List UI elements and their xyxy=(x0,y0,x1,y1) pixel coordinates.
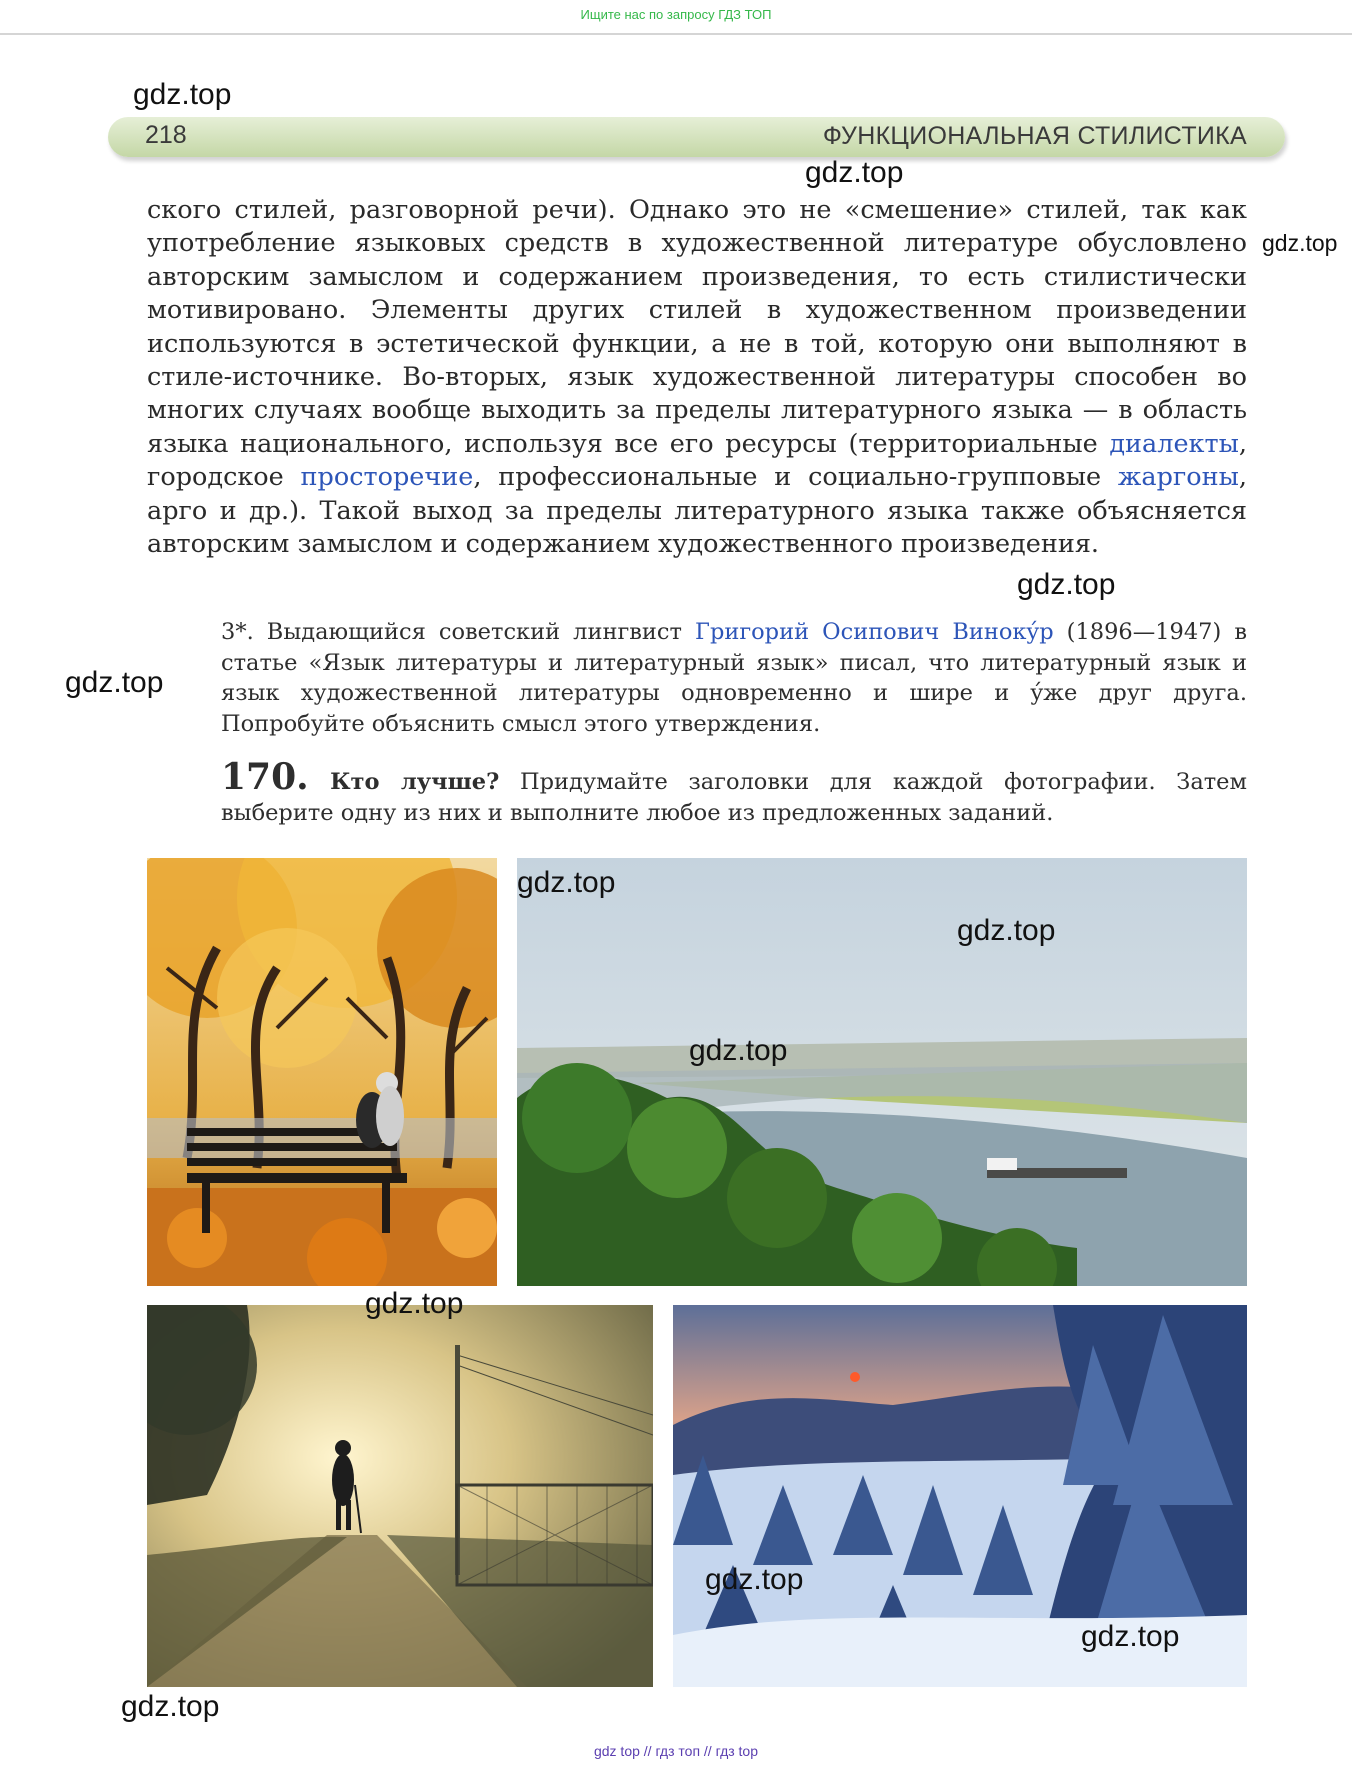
watermark-text: gdz.top xyxy=(957,914,1056,947)
watermark-text: gdz.top xyxy=(1262,230,1338,256)
exercise-170 xyxy=(221,756,1247,828)
watermark-text: gdz.top xyxy=(133,78,232,111)
link-jargons[interactable]: жаргоны xyxy=(1117,462,1239,493)
task-text: Выдающийся советский лингвист xyxy=(253,619,696,645)
exercise-number: 170. xyxy=(221,756,309,798)
paragraph-text: ского стилей, разговорной речи). Однако это не «смешение» стилей, так как употребление языковых средств в художественной литературе обусловлено авторским замыслом и содержанием произведения, то есть стилистически мотивировано. Элементы других стилей в художественном произведении используются в эстетической функции, а не в той, которую они выполняют в стиле-источнике. Во-вторых, язык художественной литературы способен во многих случаях вообще выходить за пределы литературного языка — в область языка национального, используя все его ресурсы (территориальные xyxy=(147,195,1247,459)
link-dialects[interactable]: диалекты xyxy=(1109,428,1239,459)
section-title: ФУНКЦИОНАЛЬНАЯ СТИЛИСТИКА xyxy=(822,122,1247,150)
watermark-text: gdz.top xyxy=(705,1563,804,1596)
watermark-text: gdz.top xyxy=(689,1034,788,1067)
watermark-text: gdz.top xyxy=(805,156,904,189)
task-3 xyxy=(221,617,1247,739)
footer-links[interactable]: gdz top // гдз топ // гдз top xyxy=(593,1743,759,1759)
watermark-text: gdz.top xyxy=(1017,568,1116,601)
watermark-text: gdz.top xyxy=(121,1690,220,1723)
exercise-text: Придумайте заголовки для каждой фотографии. Затем выберите одну из них и выполните любое из предложенных заданий. xyxy=(221,769,1247,826)
exercise-title: Кто лучше? xyxy=(308,769,500,795)
top-banner[interactable]: Ищите нас по запросу ГДЗ ТОП xyxy=(0,0,1352,35)
watermark-text: gdz.top xyxy=(65,666,164,699)
paragraph-text: , городское xyxy=(147,428,1247,493)
link-vinokur[interactable]: Григорий Осипович Винокýр xyxy=(695,619,1054,645)
watermark-text: gdz.top xyxy=(517,866,616,899)
task-number: 3*. xyxy=(221,619,254,645)
page-number: 218 xyxy=(145,121,187,149)
watermark-text: gdz.top xyxy=(1081,1620,1180,1653)
paragraph-text: , арго и др.). Такой выход за пределы литературного языка также объясняется авторским замыслом и содержанием художественного произведения. xyxy=(147,462,1248,560)
photo-foggy-road xyxy=(147,1305,653,1687)
paragraph-text: , профессиональные и социально-групповые xyxy=(473,462,1118,493)
watermark-text: gdz.top xyxy=(365,1287,464,1320)
link-prostorechie[interactable]: просторечие xyxy=(300,462,474,493)
photo-autumn-park xyxy=(147,858,497,1286)
task-text: (1896—1947) в статье «Язык литературы и литературный язык» писал, что литературный язык и язык художественной литературы одновременно и шире и ýже друг друга. Попробуйте объяснить смысл этого утверждения. xyxy=(221,619,1247,737)
photo-river-landscape xyxy=(517,858,1247,1286)
main-paragraph xyxy=(147,194,1247,561)
